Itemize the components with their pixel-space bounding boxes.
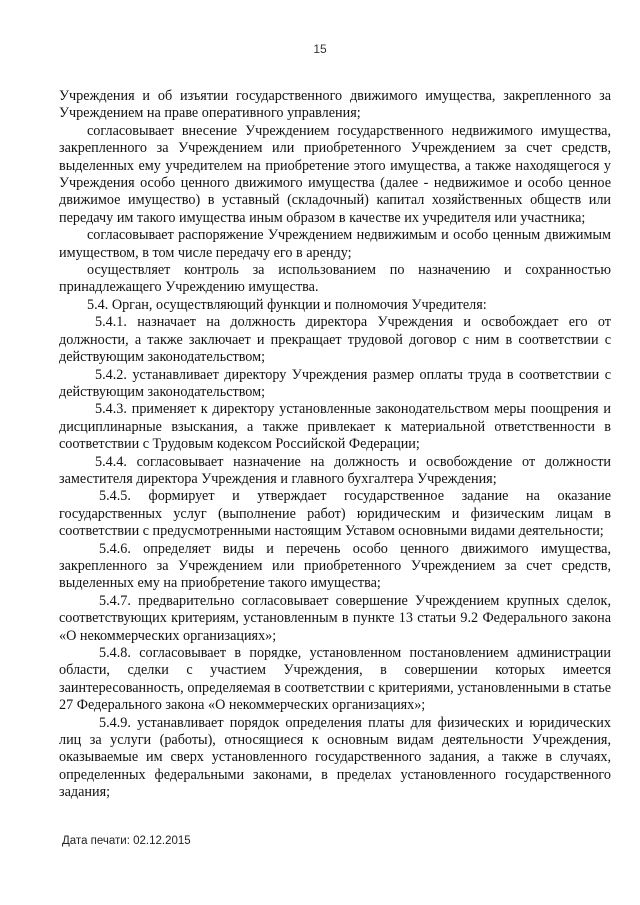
paragraph-control-usage: осуществляет контроль за использованием по назначению и сохранностью принадлежащего Учреждению имущества.: [59, 262, 611, 296]
clause-5-4-6: 5.4.6. определяет виды и перечень особо ценного движимого имущества, закрепленного за Учреждением или приобретенного Учреждением за счет средств, выделенных ему на приобретение такого имущества;: [59, 540, 611, 592]
print-date: Дата печати: 02.12.2015: [62, 835, 191, 847]
clause-5-4-8: 5.4.8. согласовывает в порядке, установленном постановлением администрации области, сделки с участием Учреждения, в совершении которых имеется заинтересованность, определяемая в соответствии с критериями, установленными в статье 27 Федерального закона «О некоммерческих организациях»;: [59, 645, 611, 714]
paragraph-approve-contribution: согласовывает внесение Учреждением государственного недвижимого имущества, закрепленного за Учреждением или приобретенного Учреждением за счет средств, выделенных ему учредителем на приобретение этого имущества, а также находящегося у Учреждения особо ценного движимого имущества (далее - недвижимое и особо ценное движимое имущество) в уставный (складочный) капитал хозяйственных обществ или передачу им такого имущества иным образом в качестве их учредителя или участника;: [59, 122, 611, 226]
clause-5-4-2: 5.4.2. устанавливает директору Учреждения размер оплаты труда в соответствии с действующим законодательством;: [59, 366, 611, 400]
section-5-4-heading: 5.4. Орган, осуществляющий функции и полномочия Учредителя:: [87, 296, 487, 313]
clause-5-4-4: 5.4.4. согласовывает назначение на должность и освобождение от должности заместителя директора Учреждения и главного бухгалтера Учреждения;: [59, 453, 611, 487]
page-number: 15: [313, 42, 327, 56]
clause-5-4-1: 5.4.1. назначает на должность директора Учреждения и освобождает его от должности, а также заключает и прекращает трудовой договор с ним в соответствии с действующим законодательством;: [59, 314, 611, 366]
clause-5-4-5: 5.4.5. формирует и утверждает государственное задание на оказание государственных услуг (выполнение работ) юридическим и физическим лицам в соответствии с предусмотренными настоящим Уставом основными видами деятельности;: [59, 488, 611, 540]
paragraph-approve-disposal: согласовывает распоряжение Учреждением недвижимым и особо ценным движимым имуществом, в том числе передачу его в аренду;: [59, 227, 611, 261]
paragraph-continuation: Учреждения и об изъятии государственного движимого имущества, закрепленного за Учреждением на праве оперативного управления;: [59, 88, 611, 122]
document-body: [59, 88, 611, 802]
clause-5-4-3: 5.4.3. применяет к директору установленные законодательством меры поощрения и дисциплинарные взыскания, а также привлекает к материальной ответственности в соответствии с Трудовым кодексом Российской Федерации;: [59, 401, 611, 453]
clause-5-4-7: 5.4.7. предварительно согласовывает совершение Учреждением крупных сделок, соответствующих критериям, установленным в пункте 13 статьи 9.2 Федерального закона «О некоммерческих организациях»;: [59, 592, 611, 644]
clause-5-4-9: 5.4.9. устанавливает порядок определения платы для физических и юридических лиц за услуги (работы), относящиеся к основным видам деятельности Учреждения, оказываемые им сверх установленного государственного задания, а также в случаях, определенных федеральными законами, в пределах установленного государственного задания;: [59, 714, 611, 801]
